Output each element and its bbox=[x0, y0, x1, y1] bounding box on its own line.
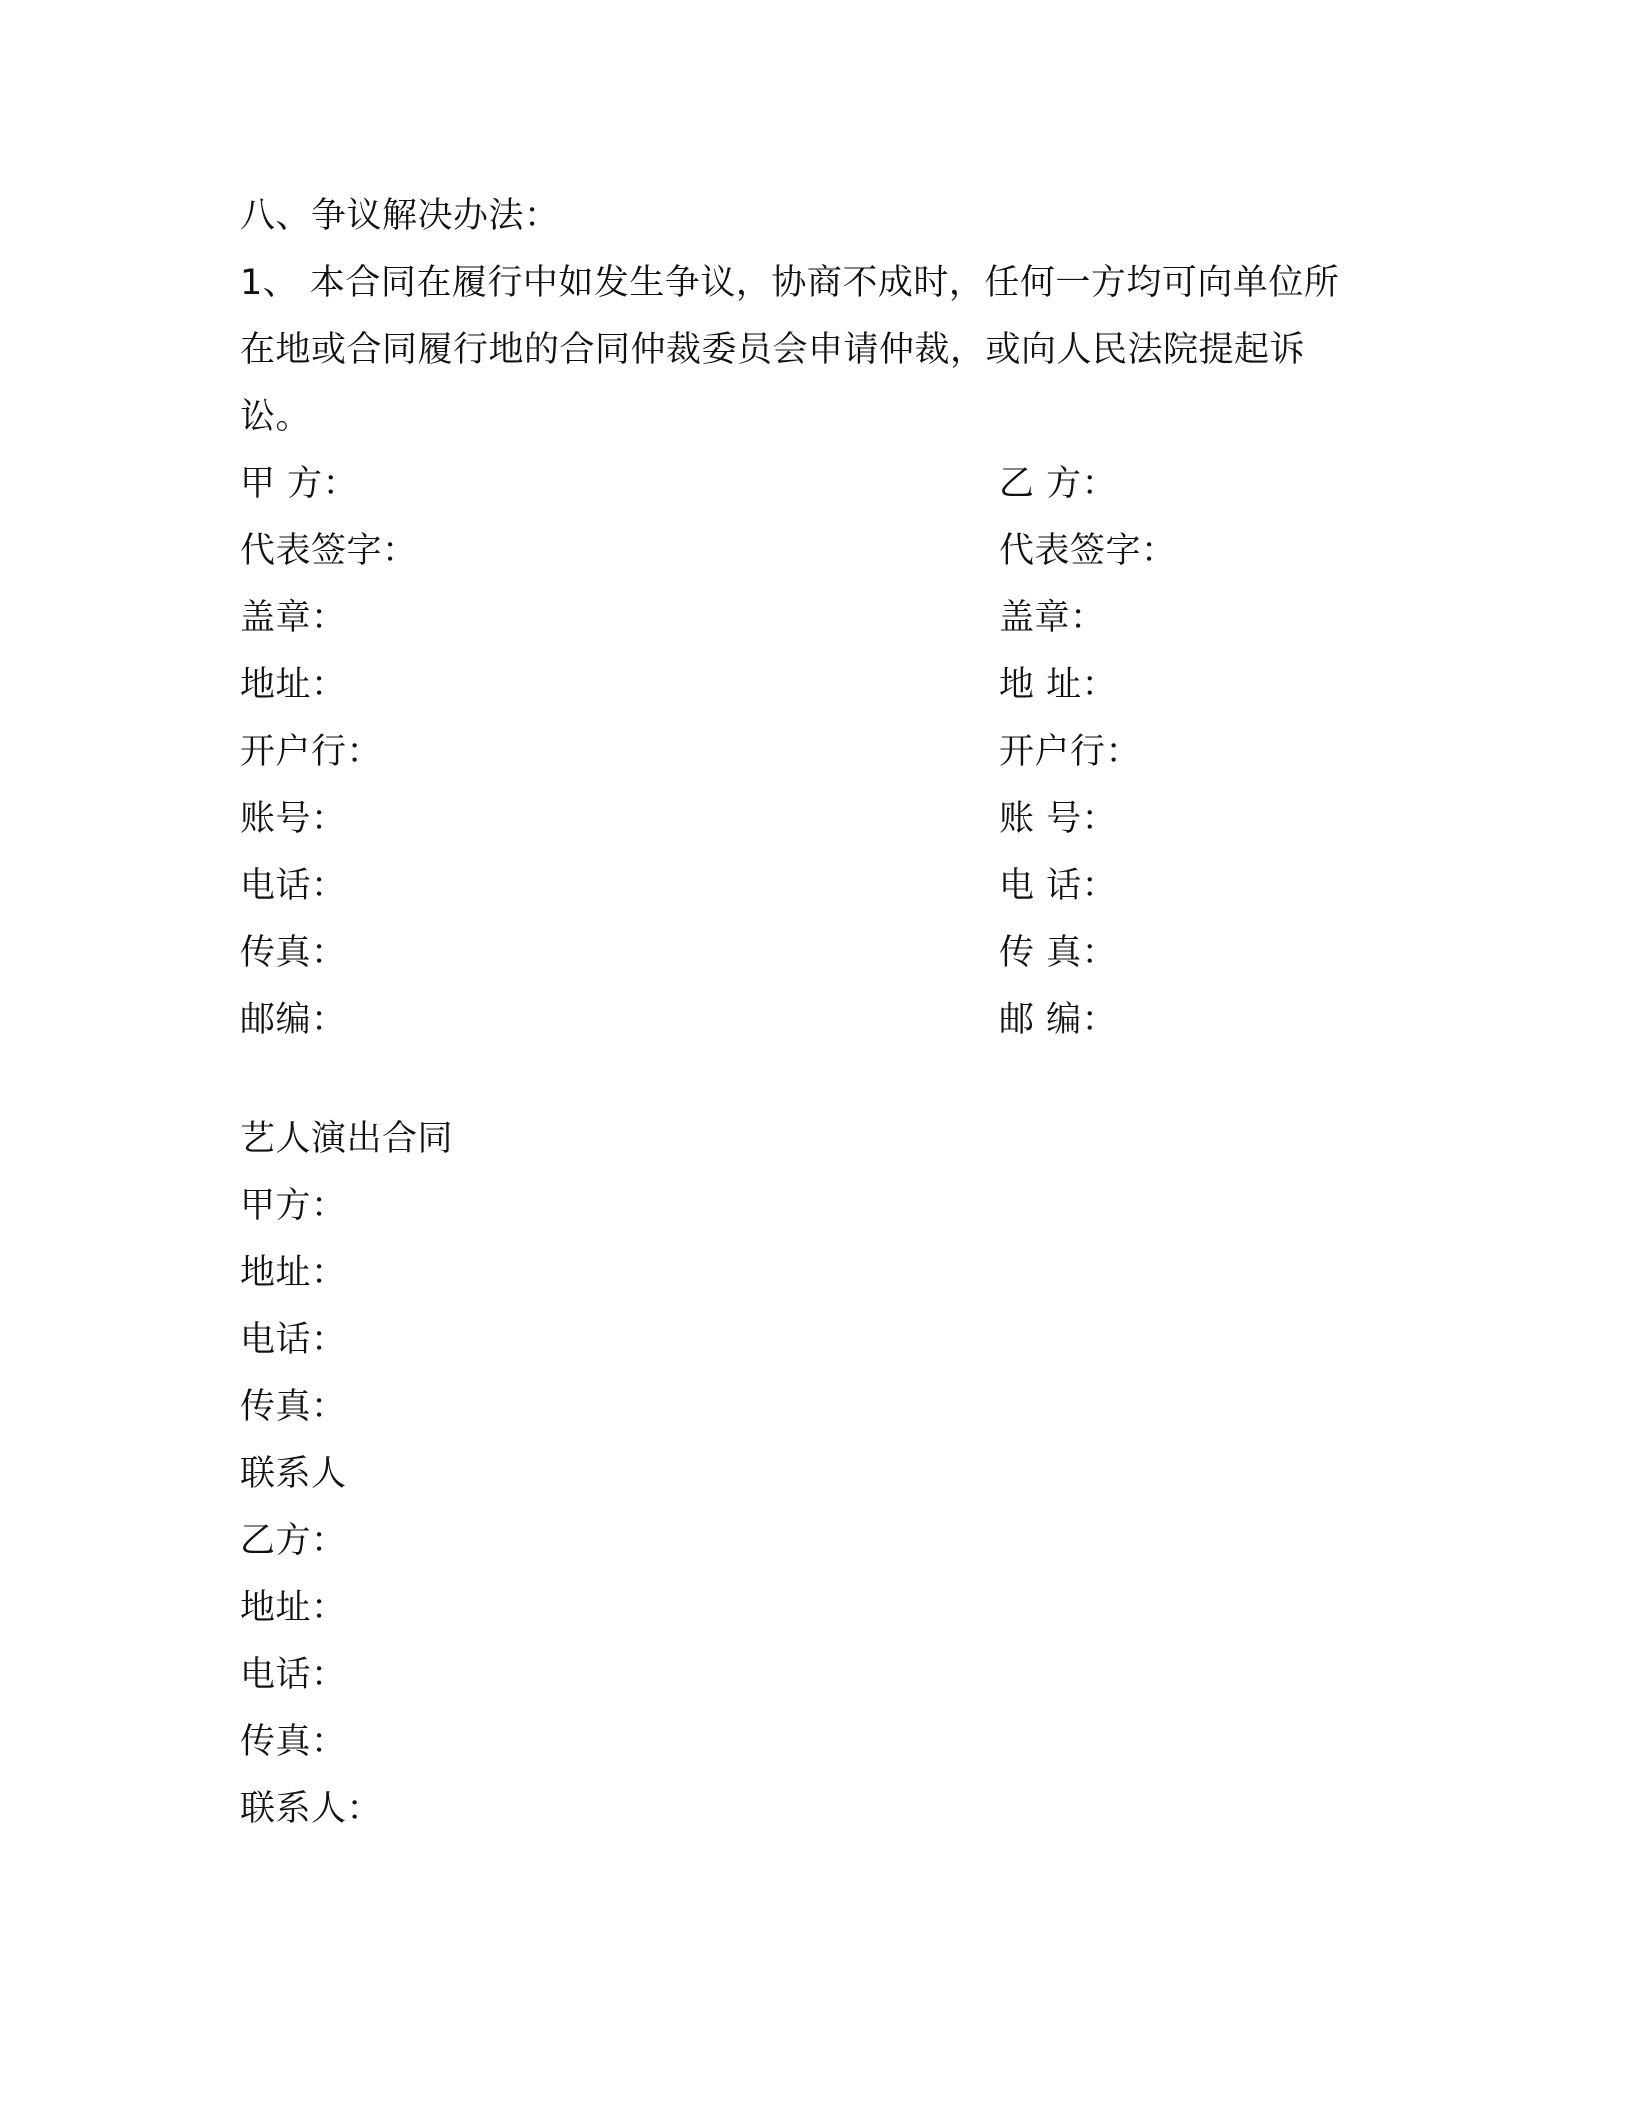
party-a-phone-label: 电话： bbox=[240, 866, 347, 906]
party-b-seal-label: 盖章： bbox=[999, 598, 1106, 638]
clause-text-line: 1、 本合同在履行中如发生争议，协商不成时，任何一方均可向单位所 bbox=[240, 263, 1340, 303]
contract-title: 艺人演出合同 bbox=[240, 1119, 454, 1159]
contract-party-a-label: 甲方： bbox=[240, 1186, 347, 1226]
party-a-label: 甲 方： bbox=[240, 464, 359, 504]
clause-text-line: 在地或合同履行地的合同仲裁委员会申请仲裁，或向人民法院提起诉 bbox=[240, 330, 1306, 370]
contract-party-b-fax-label: 传真： bbox=[240, 1722, 347, 1762]
party-a-fax-label: 传真： bbox=[240, 933, 347, 973]
contract-party-b-contact-label: 联系人： bbox=[240, 1789, 383, 1829]
contract-party-a-contact-label: 联系人 bbox=[240, 1454, 347, 1494]
party-a-postcode-label: 邮编： bbox=[240, 1000, 347, 1040]
contract-party-a-phone-label: 电话： bbox=[240, 1320, 347, 1360]
contract-party-a-address-label: 地址： bbox=[240, 1253, 347, 1293]
party-a-bank-label: 开户行： bbox=[240, 732, 383, 772]
section-heading: 八、争议解决办法： bbox=[240, 196, 560, 236]
party-a-seal-label: 盖章： bbox=[240, 598, 347, 638]
party-b-account-label: 账 号： bbox=[999, 799, 1118, 839]
party-b-address-label: 地 址： bbox=[999, 665, 1118, 705]
clause-text-line: 讼。 bbox=[240, 397, 312, 437]
contract-party-a-fax-label: 传真： bbox=[240, 1387, 347, 1427]
party-a-rep-signature-label: 代表签字： bbox=[240, 531, 418, 571]
party-b-postcode-label: 邮 编： bbox=[999, 1000, 1118, 1040]
party-a-address-label: 地址： bbox=[240, 665, 347, 705]
party-a-account-label: 账号： bbox=[240, 799, 347, 839]
party-b-phone-label: 电 话： bbox=[999, 866, 1118, 906]
party-b-rep-signature-label: 代表签字： bbox=[999, 531, 1177, 571]
contract-party-b-label: 乙方： bbox=[240, 1521, 347, 1561]
party-b-fax-label: 传 真： bbox=[999, 933, 1118, 973]
party-b-bank-label: 开户行： bbox=[999, 732, 1142, 772]
contract-party-b-address-label: 地址： bbox=[240, 1588, 347, 1628]
contract-party-b-phone-label: 电话： bbox=[240, 1655, 347, 1695]
party-b-label: 乙 方： bbox=[999, 464, 1118, 504]
